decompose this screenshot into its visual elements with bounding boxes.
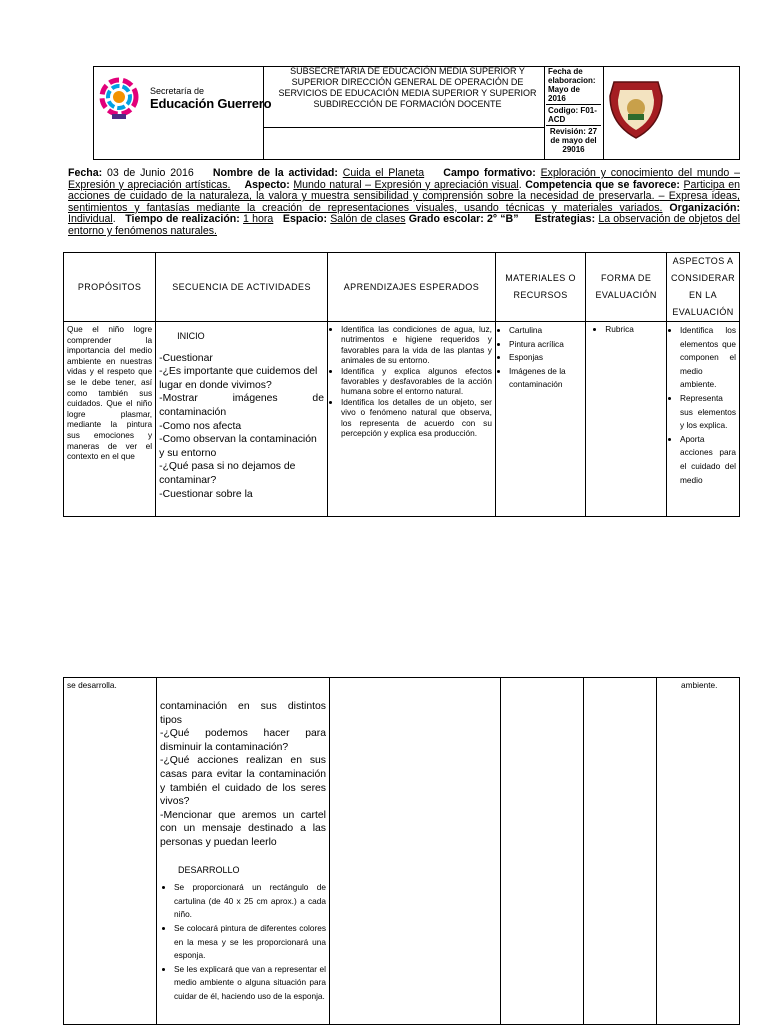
secuencia-line: -¿Qué podemos hacer para disminuir la contaminación? xyxy=(160,728,326,753)
materiales-cell xyxy=(495,322,585,517)
propositos-cell-continued: se desarrolla. xyxy=(64,678,157,1025)
fecha-label: Fecha: xyxy=(68,167,103,179)
secuencia-line: -Como observan la contaminación y su entorno xyxy=(159,434,317,459)
blank-cell xyxy=(264,128,545,160)
meta-block xyxy=(546,66,601,155)
secuencia-line: -Cuestionar xyxy=(159,352,213,364)
desarrollo-item: • Se proporcionará un rectángulo de cartulina (de 40 x 25 cm aprox.) a cada niño. xyxy=(174,881,326,922)
espacio-label: Espacio: xyxy=(282,213,328,226)
document-title: SUBSECRETARÍA DE EDUCACIÓN MEDIA SUPERIOR Y SUPERIOR DIRECCIÓN GENERAL DE OPERACIÓN DE SERVICIOS DE EDUCACIÓN MEDIA SUPERIOR Y SUPERIOR SUBDIRECCIÓN DE FORMACIÓN DOCENTE xyxy=(278,66,537,109)
header-materiales: MATERIALES O RECURSOS xyxy=(495,253,585,322)
material-item: • Cartulina xyxy=(509,324,582,338)
secuencia-line: -Mencionar que aremos un cartel con un mensaje destinado a las personas y puedan leerlo xyxy=(160,809,326,848)
planning-table xyxy=(63,252,740,517)
aspectos-cell xyxy=(666,322,739,517)
aspecto-value: Mundo natural – Expresión y apreciación visual xyxy=(293,178,519,191)
estrategias-value: La observación de objetos del entorno y fenómenos naturales. xyxy=(68,213,741,237)
header-propositos: PROPÓSITOS xyxy=(64,253,156,322)
secuencia-line: contaminación en sus distintos tipos xyxy=(160,701,326,726)
desarrollo-item: • Se les explicará que van a representar el medio ambiente o alguna situación para cuidar de él, haciendo uso de la esponja. xyxy=(174,963,326,1004)
desarrollo-item: • Se colocará pintura de diferentes colores en la mesa y se les proporcionará una esponja. xyxy=(174,922,326,963)
estrategias-label: Estrategias: xyxy=(534,213,596,226)
header-evaluacion: FORMA DE EVALUACIÓN xyxy=(586,253,667,322)
secuencia-line: -Mostrar imágenes de contaminación xyxy=(159,393,324,418)
espacio-value: Salón de clases xyxy=(330,213,406,226)
aprendizaje-item: • Identifica los detalles de un objeto, ser vivo o fenómeno natural que observa, los representa de acuerdo con su percepción y explica esa producción. xyxy=(341,397,492,439)
secuencia-cell-continued xyxy=(157,678,330,1025)
aspecto-item: • Identifica los elementos que componen el medio ambiente. xyxy=(680,324,736,392)
aprendizaje-item: • Identifica y explica algunos efectos favorables y desfavorables de la acción humana sobre el entorno natural. xyxy=(341,366,492,397)
meta-fecha: Fecha de elaboracion: Mayo de 2016 xyxy=(546,66,601,105)
tiempo-value: 1 hora xyxy=(243,213,274,226)
material-item: • Imágenes de la contaminación xyxy=(509,365,582,392)
secuencia-line: -¿Qué pasa si no dejamos de contaminar? xyxy=(159,461,296,486)
competencia-label: Competencia que se favorece: xyxy=(525,178,680,191)
aspectos-cell-continued: ambiente. xyxy=(657,678,740,1025)
secuencia-line: -Como nos afecta xyxy=(159,420,242,432)
school-seal-icon xyxy=(606,76,666,142)
aspecto-item: • Representa sus elementos y los explica. xyxy=(680,392,736,433)
activity-info: Fecha: 03 de Junio 2016 Nombre de la actividad: Cuida el Planeta Campo formativo: Exploración y conocimiento del mundo – Expresión y apreciación artísticas. Aspecto: Mundo natural – Expresión y apreciación visual. Competencia que se favorece: Participa en acciones de cuidado de la naturaleza, la valora y muestra sensibilidad y comprensión sobre la necesidad de preservarla. – Expresa ideas, sentimientos y fantasías mediante la creación de representaciones visuales, usando técnicas y materiales variados. Organización: Individual. Tiempo de realización: 1 hora Espacio: Salón de clases Grado escolar: 2° “B” Estrategias: La observación de objetos del entorno y fenómenos naturales. xyxy=(68,167,741,237)
material-item: • Pintura acrílica xyxy=(509,338,582,352)
secuencia-line: -Cuestionar sobre la xyxy=(159,488,253,500)
secuencia-line: -¿Qué acciones realizan en sus casas para evitar la contaminación y también el cuidado de los seres vivos? xyxy=(160,755,326,808)
propositos-cell: Que el niño logre comprender la importancia del medio ambiente en nuestras vidas y el respeto que se le debe tener, así como también sus cuidados. Que el niño logre plasmar, mediante la pintura sus emociones y maneras de ver el contexto en el que xyxy=(64,322,156,517)
actividad-value: Cuida el Planeta xyxy=(342,167,425,179)
grado-label: Grado escolar: 2° “B” xyxy=(408,213,519,226)
aprendizaje-item: • Identifica las condiciones de agua, luz, nutrimentos e higiene requeridos y favorables para la vida de las plantas y animales de su entorno. xyxy=(341,324,492,366)
campo-label: Campo formativo: xyxy=(443,167,536,179)
organizacion-value: Individual xyxy=(68,213,113,226)
aprendizajes-cell-continued xyxy=(330,678,501,1025)
secuencia-cell xyxy=(156,322,328,517)
material-item: • Esponjas xyxy=(509,351,582,365)
header-aspectos: ASPECTOS A CONSIDERAR EN LA EVALUACIÓN xyxy=(666,253,739,322)
organizacion-label: Organización: xyxy=(669,201,740,214)
aspecto-item: • Aporta acciones para el cuidado del medio xyxy=(680,433,736,487)
evaluacion-cell-continued xyxy=(584,678,657,1025)
desarrollo-heading: DESARROLLO xyxy=(178,864,240,875)
evaluacion-item: • Rubrica xyxy=(605,324,663,334)
materiales-cell-continued xyxy=(501,678,584,1025)
tiempo-label: Tiempo de realización: xyxy=(125,213,240,226)
secuencia-line: -¿Es importante que cuidemos del lugar en donde vivimos? xyxy=(159,366,318,391)
meta-revision: Revisión: 27 de mayo del 29016 xyxy=(549,127,598,154)
education-guerrero-logo-icon xyxy=(98,76,140,122)
header-secuencia: SECUENCIA DE ACTIVIDADES xyxy=(156,253,328,322)
actividad-label: Nombre de la actividad: xyxy=(212,167,338,179)
aspecto-label: Aspecto: xyxy=(244,178,290,191)
campo-value: Exploración y conocimiento del mundo – Expresión y apreciación artísticas. xyxy=(68,167,740,191)
meta-codigo: Codigo: F01-ACD xyxy=(546,105,601,126)
planning-table-continued xyxy=(63,677,740,1025)
header-aprendizajes: APRENDIZAJES ESPERADOS xyxy=(327,253,495,322)
competencia-value: Participa en acciones de cuidado de la naturaleza, la valora y muestra sensibilidad y comprensión sobre la necesidad de preservarla. – Expresa ideas, sentimientos y fantasías mediante la creación de representaciones visuales, usando técnicas y materiales variados. xyxy=(68,178,740,214)
inicio-heading: INICIO xyxy=(177,331,205,341)
logo-text-secretaria: Secretaría de xyxy=(150,86,205,96)
evaluacion-cell xyxy=(586,322,667,517)
fecha-value: 03 de Junio 2016 xyxy=(106,167,194,179)
aprendizajes-cell xyxy=(327,322,495,517)
logo-text-educacion: Educación Guerrero xyxy=(150,96,272,111)
